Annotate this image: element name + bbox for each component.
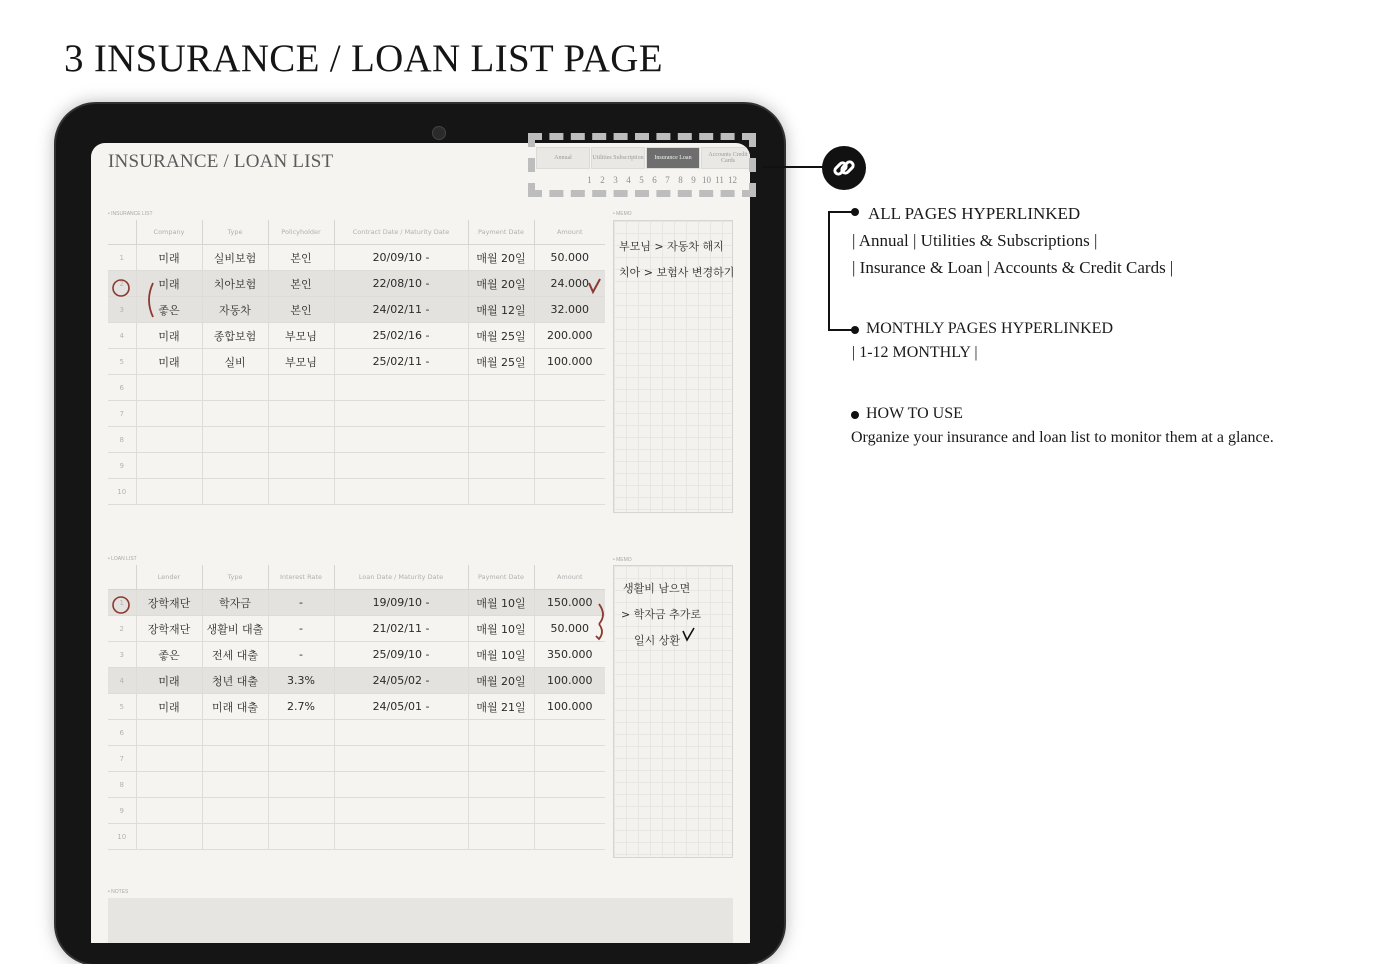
all-pages-line-2: | Insurance & Loan | Accounts & Credit Cards | [852,258,1174,277]
cell-company: 미래 [136,323,202,349]
info-bracket [828,211,830,331]
cell-rate: 3.3% [268,668,334,694]
camera-icon [432,126,446,140]
cell-holder: 부모님 [268,323,334,349]
bullet-icon [851,208,859,216]
tab-utilities-subscription[interactable]: Utilities Subscription [591,147,645,169]
cell-num: 5 [108,349,136,375]
column-header: Type [202,220,268,245]
page-heading: 3 INSURANCE / LOAN LIST PAGE [64,37,663,80]
insurance-memo-line: 부모님 > 자동차 해지 [619,240,724,253]
cell-type: 학자금 [202,590,268,616]
cell-date: 24/05/01 - [334,694,468,720]
planner-screen [91,143,750,943]
cell-num: 7 [108,401,136,427]
all-pages-line-1: | Annual | Utilities & Subscriptions | [852,231,1098,250]
cell-payment: 매월 21일 [468,694,534,720]
insurance-section-label: • INSURANCE LIST [108,211,153,217]
cell-holder: 본인 [268,245,334,271]
column-header: Contract Date / Maturity Date [334,220,468,245]
column-header: Company [136,220,202,245]
tab-annual[interactable]: Annual [536,147,590,169]
tab-accounts-credit-cards[interactable]: Accounts Credit Cards [701,147,750,169]
loan-memo-label: • MEMO [613,557,632,563]
month-link[interactable]: 7 [665,175,670,185]
cell-num: 10 [108,824,136,850]
cell-amount: 100.000 [534,349,605,375]
loan-section-label: • LOAN LIST [108,556,137,562]
cell-type: 실비 [202,349,268,375]
cell-rate: - [268,616,334,642]
cell-holder: 본인 [268,271,334,297]
cell-date: 19/09/10 - [334,590,468,616]
month-link[interactable]: 9 [691,175,696,185]
cell-date: 20/09/10 - [334,245,468,271]
cell-num: 10 [108,479,136,505]
month-link[interactable]: 11 [715,175,724,185]
cell-payment: 매월 20일 [468,271,534,297]
cell-num: 2 [108,616,136,642]
all-pages-title: ALL PAGES HYPERLINKED [868,204,1081,223]
cell-type: 미래 대출 [202,694,268,720]
cell-num: 1 [108,590,136,616]
circle-mark-insurance [113,280,129,296]
cell-type: 전세 대출 [202,642,268,668]
monthly-title: MONTHLY PAGES HYPERLINKED [866,320,1113,337]
column-header: Loan Date / Maturity Date [334,565,468,590]
column-header: Payment Date [468,220,534,245]
cell-date: 24/05/02 - [334,668,468,694]
tab-insurance-loan[interactable]: Insurance Loan [646,147,700,169]
info-bracket [828,329,852,331]
how-to-use-title: HOW TO USE [866,405,963,422]
cell-date: 24/02/11 - [334,297,468,323]
cell-payment: 매월 10일 [468,590,534,616]
column-header: Interest Rate [268,565,334,590]
cell-num: 3 [108,297,136,323]
cell-payment: 매월 25일 [468,349,534,375]
cell-num: 4 [108,323,136,349]
loan-memo-line: 생활비 남으면 [623,582,691,595]
handwriting-layer [91,143,750,943]
cell-amount: 50.000 [534,616,605,642]
cell-num: 2 [108,271,136,297]
cell-num: 7 [108,746,136,772]
monthly-line: | 1-12 MONTHLY | [852,344,978,361]
cell-num: 1 [108,245,136,271]
cell-rate: - [268,590,334,616]
cell-date: 25/02/16 - [334,323,468,349]
cell-num: 8 [108,772,136,798]
month-link[interactable]: 4 [626,175,631,185]
month-link[interactable]: 12 [728,175,737,185]
month-link[interactable]: 3 [613,175,618,185]
cell-amount: 100.000 [534,668,605,694]
cell-amount: 50.000 [534,245,605,271]
cell-amount: 350.000 [534,642,605,668]
insurance-memo-label: • MEMO [613,211,632,217]
column-header: Policyholder [268,220,334,245]
cell-holder: 부모님 [268,349,334,375]
cell-type: 치아보험 [202,271,268,297]
check-mark-insurance [589,279,600,292]
cell-payment: 매월 20일 [468,245,534,271]
column-header: Lender [136,565,202,590]
cell-rate: - [268,642,334,668]
cell-num: 8 [108,427,136,453]
cell-type: 생활비 대출 [202,616,268,642]
cell-company: 미래 [136,245,202,271]
cell-payment: 매월 25일 [468,323,534,349]
cell-num: 5 [108,694,136,720]
cell-lender: 미래 [136,668,202,694]
month-link[interactable]: 10 [702,175,711,185]
cell-amount: 24.000 [534,271,605,297]
cell-date: 21/02/11 - [334,616,468,642]
cell-type: 자동차 [202,297,268,323]
cell-company: 미래 [136,271,202,297]
column-header: Amount [534,565,605,590]
hyperlink-highlight-box [528,133,756,197]
cell-type: 종합보험 [202,323,268,349]
column-header: Amount [534,220,605,245]
cell-num: 3 [108,642,136,668]
bullet-icon [851,326,859,334]
cell-company: 좋은 [136,297,202,323]
bracket-mark-insurance [149,283,153,317]
info-bracket [828,211,852,213]
cell-date: 22/08/10 - [334,271,468,297]
cell-rate: 2.7% [268,694,334,720]
cell-company: 미래 [136,349,202,375]
how-to-use-text: Organize your insurance and loan list to monitor them at a glance. [851,429,1274,446]
cell-lender: 미래 [136,694,202,720]
connector-line [762,166,828,168]
cell-date: 25/02/11 - [334,349,468,375]
notes-label: • NOTES [108,889,129,895]
cell-payment: 매월 10일 [468,616,534,642]
cell-payment: 매월 10일 [468,642,534,668]
column-header: Payment Date [468,565,534,590]
cell-amount: 100.000 [534,694,605,720]
cell-num: 6 [108,720,136,746]
cell-type: 실비보험 [202,245,268,271]
cell-holder: 본인 [268,297,334,323]
column-header: Type [202,565,268,590]
cell-lender: 장학재단 [136,616,202,642]
cell-lender: 좋은 [136,642,202,668]
planner-title: INSURANCE / LOAN LIST [108,151,334,172]
cell-num: 9 [108,453,136,479]
cell-lender: 장학재단 [136,590,202,616]
check-mark-memo [683,628,694,640]
loan-memo-line: > 학자금 추가로 [621,608,701,621]
bullet-icon [851,411,859,419]
cell-date: 25/09/10 - [334,642,468,668]
circle-mark-loan [113,597,129,613]
cell-payment: 매월 12일 [468,297,534,323]
cell-num: 9 [108,798,136,824]
cell-amount: 32.000 [534,297,605,323]
cell-payment: 매월 20일 [468,668,534,694]
cell-type: 청년 대출 [202,668,268,694]
month-link[interactable]: 6 [652,175,657,185]
loan-memo-line: 일시 상환 [634,634,681,647]
cell-num: 6 [108,375,136,401]
month-link[interactable]: 2 [600,175,605,185]
month-link[interactable]: 5 [639,175,644,185]
bracket-mark-loan [596,604,603,639]
cell-num: 4 [108,668,136,694]
link-icon [822,146,866,190]
insurance-memo-line: 치아 > 보험사 변경하기 [619,266,735,279]
cell-amount: 200.000 [534,323,605,349]
cell-amount: 150.000 [534,590,605,616]
month-link[interactable]: 1 [587,175,592,185]
month-link[interactable]: 8 [678,175,683,185]
